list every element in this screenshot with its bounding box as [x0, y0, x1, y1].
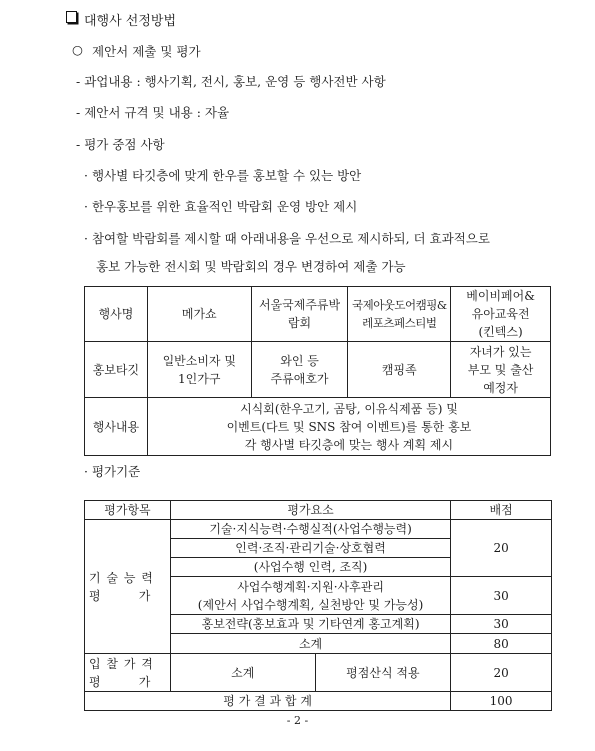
- target-row: [85, 342, 551, 398]
- eval-score: 20: [451, 520, 552, 577]
- eval-element: (사업수행 인력, 조직): [170, 558, 450, 577]
- row-label: 행사명: [85, 287, 148, 342]
- total-score: 100: [451, 692, 552, 711]
- sub-heading: 제안서 제출 및 평가: [92, 44, 201, 59]
- eval-element: 사업수행계획·지원·사후관리 (제안서 사업수행계획, 실천방안 및 가능성): [170, 577, 450, 615]
- subtotal-label: 소계: [170, 634, 450, 654]
- bullet-spec: - 제안서 규격 및 내용 : 자율: [76, 105, 230, 120]
- eval-element: 기술·지식능력·수행실적(사업수행능력): [170, 520, 450, 539]
- price-category: 입 찰 가 격 평 가: [85, 654, 171, 692]
- eval-score: 30: [451, 577, 552, 615]
- tech-category: 기 술 능 력 평 가: [85, 520, 171, 654]
- price-row: [85, 654, 552, 692]
- price-method: 평점산식 적용: [315, 654, 451, 692]
- eval-header-row: [85, 501, 552, 520]
- row-label: 행사내용: [85, 398, 148, 456]
- checkbox-square-icon: [66, 11, 77, 23]
- price-score: 20: [451, 654, 552, 692]
- circle-bullet-icon: ○: [72, 42, 83, 57]
- content-cell: 시식회(한우고기, 곰탕, 이유식제품 등) 및 이벤트(다트 및 SNS 참여 이벤트)를 통한 홍보 각 행사별 타깃층에 맞는 행사 계획 제시: [147, 398, 550, 456]
- eval-element: 인력·조직·관리기술·상호협력: [170, 539, 450, 558]
- target-cell: 캠핑족: [348, 342, 451, 398]
- page-number: - 2 -: [286, 714, 309, 727]
- event-cell: 베이비페어& 유아교육전 (킨텍스): [451, 287, 551, 342]
- target-cell: 일반소비자 및 1인가구: [147, 342, 251, 398]
- event-table: [84, 286, 551, 456]
- eval-score: 30: [451, 615, 552, 634]
- point-operation: · 한우홍보를 위한 효율적인 박람회 운영 방안 제시: [84, 199, 358, 214]
- point-suggest-cont: 홍보 가능한 전시회 및 박람회의 경우 변경하여 제출 가능: [96, 259, 406, 274]
- point-target: · 행사별 타깃층에 맞게 한우를 홍보할 수 있는 방안: [84, 168, 362, 183]
- header-element: 평가요소: [170, 501, 450, 520]
- point-suggest: · 참여할 박람회를 제시할 때 아래내용을 우선으로 제시하되, 더 효과적으로: [84, 231, 490, 246]
- eval-row: [85, 520, 552, 539]
- bullet-scope: - 과업내용 : 행사기획, 전시, 홍보, 운영 등 행사전반 사항: [76, 74, 386, 89]
- bullet-focus: - 평가 중점 사항: [76, 137, 165, 152]
- criteria-title: · 평가기준: [84, 464, 141, 479]
- total-label: 평 가 결 과 합 계: [85, 692, 451, 711]
- total-row: [85, 692, 552, 711]
- target-cell: 자녀가 있는 부모 및 출산 예정자: [451, 342, 551, 398]
- subtotal-score: 80: [451, 634, 552, 654]
- target-cell: 와인 등 주류애호가: [251, 342, 348, 398]
- row-label: 홍보타깃: [85, 342, 148, 398]
- event-cell: 국제아웃도어캠핑& 레포츠페스티벌: [348, 287, 451, 342]
- header-score: 배점: [451, 501, 552, 520]
- section-title: 대행사 선정방법: [84, 14, 177, 29]
- header-item: 평가항목: [85, 501, 171, 520]
- eval-element: 홍보전략(홍보효과 및 기타연계 홍고계획): [170, 615, 450, 634]
- evaluation-table: [84, 500, 552, 711]
- price-subtotal-label: 소계: [170, 654, 315, 692]
- event-cell: 메가쇼: [147, 287, 251, 342]
- content-row: [85, 398, 551, 456]
- event-row: [85, 287, 551, 342]
- event-cell: 서울국제주류박 람회: [251, 287, 348, 342]
